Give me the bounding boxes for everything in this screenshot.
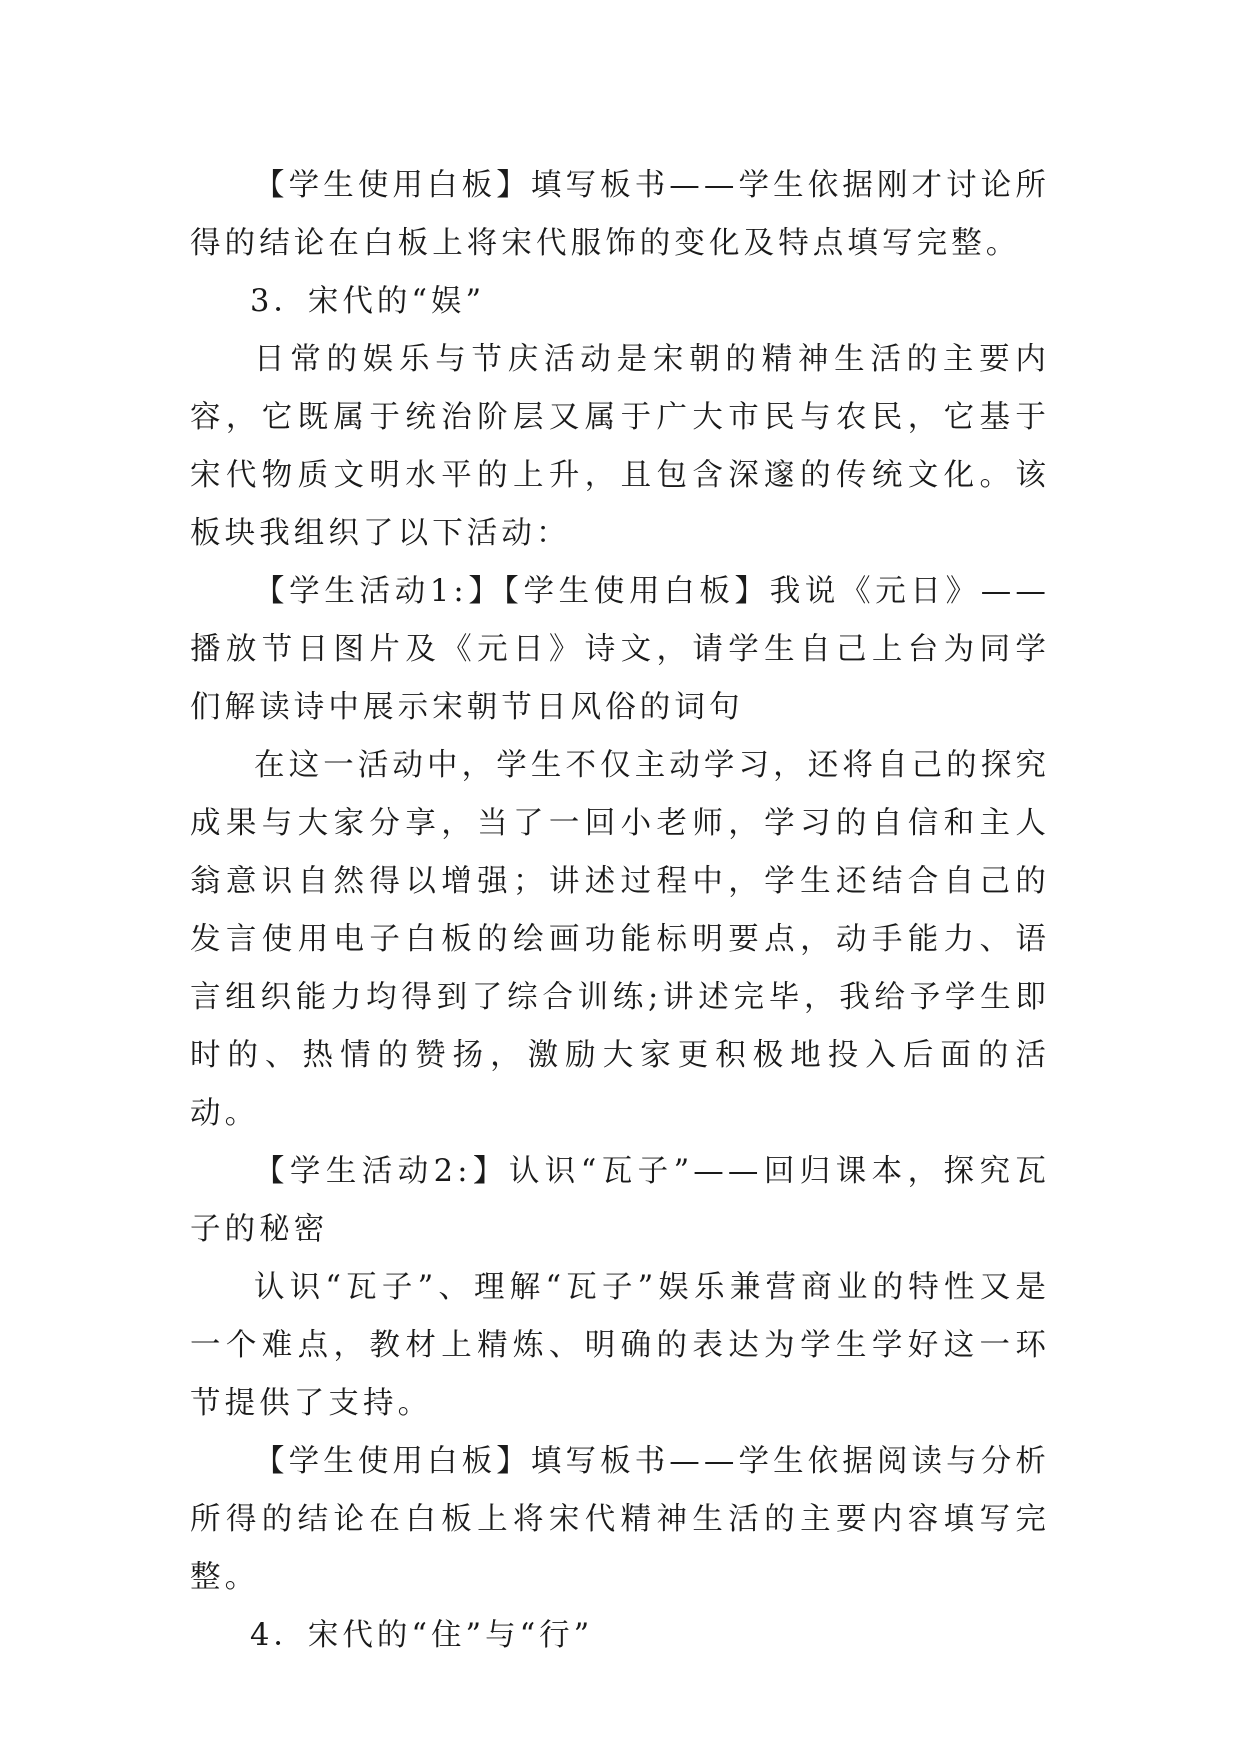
paragraph-whiteboard-spiritual-life: 【学生使用白板】填写板书——学生依据阅读与分析所得的结论在白板上将宋代精神生活的主要内容填写完整。	[190, 1444, 1050, 1595]
paragraph-whiteboard-clothing: 【学生使用白板】填写板书——学生依据刚才讨论所得的结论在白板上将宋代服饰的变化及特点填写完整。	[190, 168, 1050, 261]
paragraph-entertainment-intro: 日常的娱乐与节庆活动是宋朝的精神生活的主要内容，它既属于统治阶层又属于广大市民与农民，它基于宋代物质文明水平的上升，且包含深邃的传统文化。该板块我组织了以下活动：	[190, 342, 1050, 551]
document-body	[190, 157, 1050, 1665]
section-heading-entertainment: 3．宋代的“娱”	[250, 284, 486, 319]
paragraph-activity-1: 【学生活动1:】【学生使用白板】我说《元日》——播放节日图片及《元日》诗文，请学生自己上台为同学们解读诗中展示宋朝节日风俗的词句	[190, 574, 1050, 725]
paragraph-activity-1-reflection: 在这一活动中，学生不仅主动学习，还将自己的探究成果与大家分享，当了一回小老师，学习的自信和主人翁意识自然得以增强；讲述过程中，学生还结合自己的发言使用电子白板的绘画功能标明要点，动手能力、语言组织能力均得到了综合训练;讲述完毕，我给予学生即时的、热情的赞扬，激励大家更积极地投入后面的活动。	[190, 748, 1050, 1131]
section-heading-housing-travel: 4．宋代的“住”与“行”	[250, 1618, 594, 1653]
paragraph-activity-2: 【学生活动2:】认识“瓦子”——回归课本，探究瓦子的秘密	[190, 1154, 1050, 1247]
paragraph-wazi-difficulty: 认识“瓦子”、理解“瓦子”娱乐兼营商业的特性又是一个难点，教材上精炼、明确的表达为学生学好这一环节提供了支持。	[190, 1270, 1050, 1421]
